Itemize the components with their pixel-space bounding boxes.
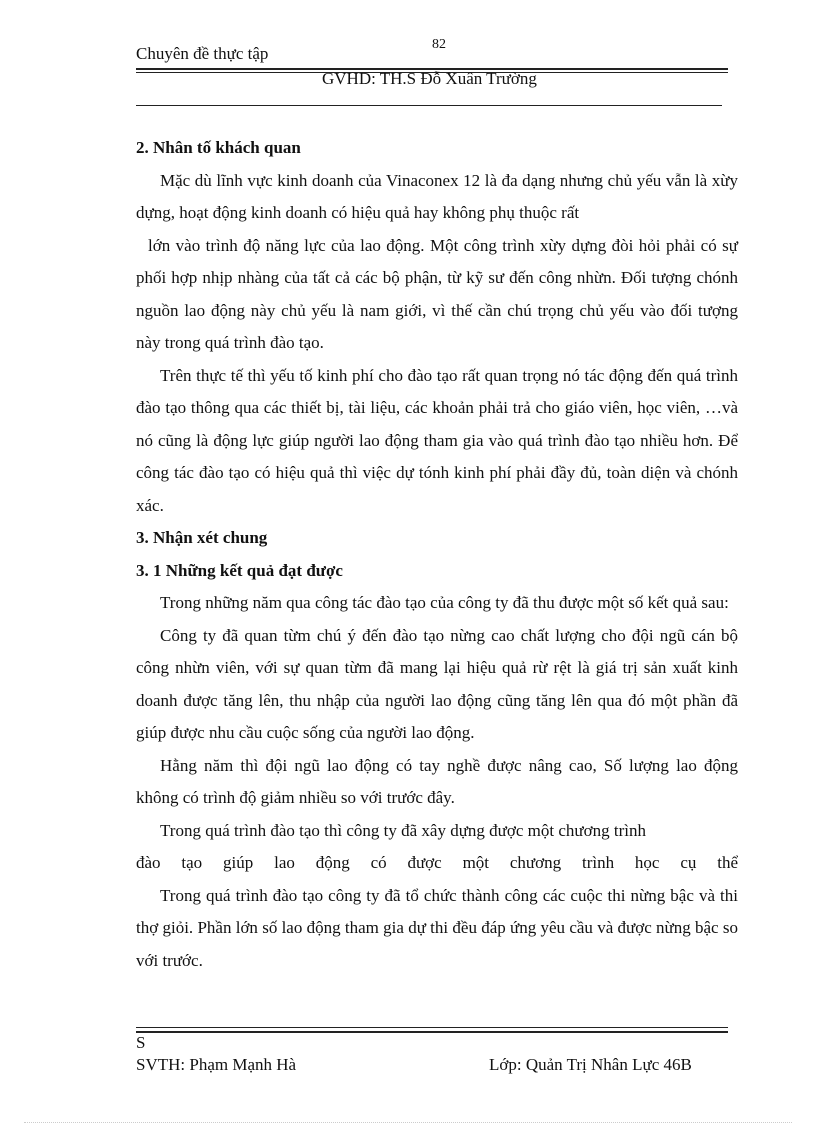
document-body <box>136 132 738 977</box>
footer-double-rule-top <box>136 1027 728 1028</box>
paragraph-2: Trên thực tế thì yếu tố kinh phí cho đào tạo rất quan trọng nó tác động đến quá trình đào tạo thông qua các thiết bị, tài liệu, các khoản phải trả cho giáo viên, học viên, …và nó cũng là động lực giúp người lao động tham gia vào quá trình đào tạo nhiều hơn. Để công tác đào tạo có hiệu quả thì việc dự tónh kinh phí phải đầy đủ, toàn diện và chónh xác. <box>136 365 738 515</box>
section-heading-3: 3. Nhận xét chung <box>136 528 268 547</box>
paragraph-6a: Trong quá trình đào tạo thì công ty đã xây dựng được một chương trình <box>160 820 646 840</box>
paragraph-7: Trong quá trình đào tạo công ty đã tổ chức thành công các cuộc thi nừng bậc và thi thợ giỏi. Phần lớn số lao động tham gia dự thi đều đáp ứng yêu cầu và được nừng bậc so với trước. <box>136 885 738 970</box>
footer-class: Lớp: Quản Trị Nhân Lực 46B <box>489 1055 692 1074</box>
paragraph-1a: Mặc dù lĩnh vực kinh doanh của Vinaconex 12 là đa dạng nhưng chủ yếu vẫn là xừy dựng, hoạt động kinh doanh có hiệu quả hay không phụ thuộc rất <box>136 170 738 222</box>
header-doc-title: Chuyên đề thực tập <box>136 44 269 63</box>
section-heading-2: 2. Nhân tố khách quan <box>136 138 301 157</box>
footer-student-name: SVTH: Phạm Mạnh Hà <box>136 1055 297 1074</box>
paragraph-3: Trong những năm qua công tác đào tạo của công ty đã thu được một số kết quả sau: <box>160 593 729 612</box>
footer-s-mark: S <box>136 1033 146 1052</box>
paragraph-1b: lớn vào trình độ năng lực của lao động. Một công trình xừy dựng đòi hỏi phải có sự phối hợp nhịp nhàng của tất cả các bộ phận, từ kỹ sư đến công nhừn. Đối tượng chónh nguồn lao động này chủ yếu là nam giới, vì thế cần chú trọng chủ yếu vào đối tượng này trong quá trình đào tạo. <box>136 235 738 352</box>
page-number: 82 <box>432 37 446 52</box>
header-underline <box>136 105 722 106</box>
section-heading-3-1: 3. 1 Những kết quả đạt được <box>136 560 343 580</box>
header-advisor: GVHD: TH.S Đỗ Xuân Trường <box>322 69 537 88</box>
footer-double-rule-bottom <box>136 1031 728 1033</box>
paragraph-6b: đào tạo giúp lao động có được một chương trình học cụ thể <box>136 853 738 872</box>
paragraph-4: Công ty đã quan từm chú ý đến đào tạo nừng cao chất lượng cho đội ngũ cán bộ công nhừn viên, với sự quan từm đã mang lại hiệu quả rừ rệt là giá trị sản xuất kinh doanh được tăng lên, thu nhập của người lao động cũng tăng lên qua đó một phần đã giúp được nhu cầu cuộc sống của người lao động. <box>136 625 738 742</box>
paragraph-5: Hằng năm thì đội ngũ lao động có tay nghề được nâng cao, Số lượng lao động không có trình độ giảm nhiều so với trước đây. <box>136 755 738 807</box>
